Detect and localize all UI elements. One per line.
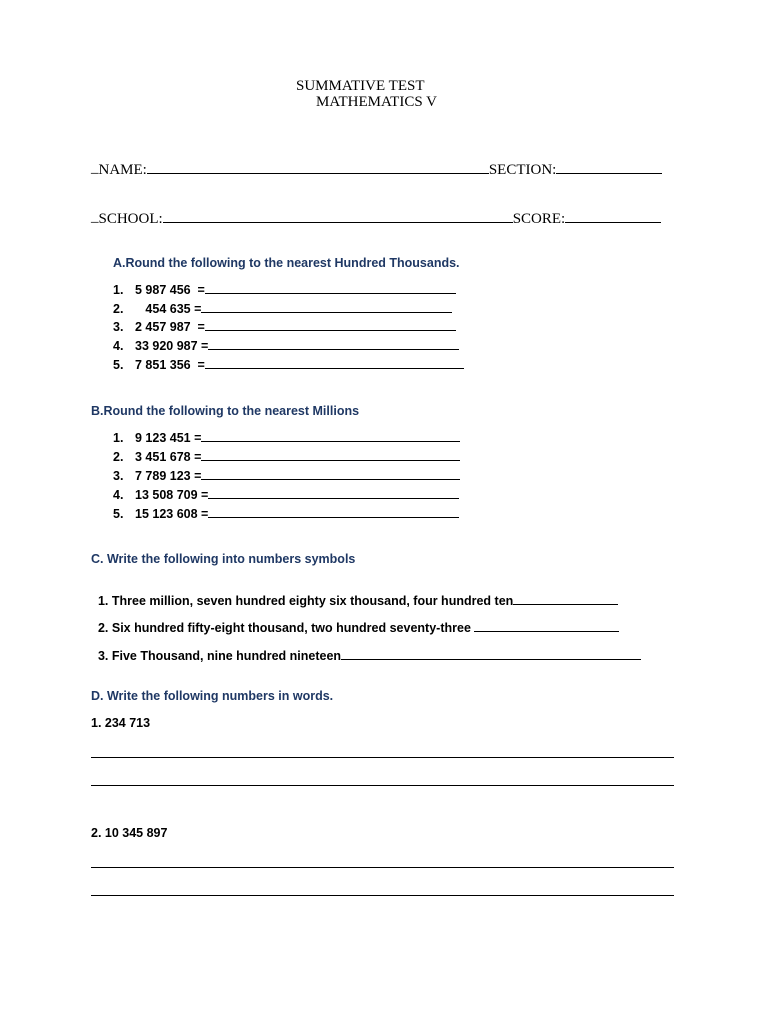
answer-blank[interactable] [208, 349, 459, 350]
item-text: 3. Five Thousand, nine hundred nineteen [97, 649, 342, 663]
item-number: 2. [113, 302, 124, 316]
item-text: 2. Six hundred fifty-eight thousand, two hundred seventy-three [97, 621, 471, 635]
answer-blank[interactable] [201, 312, 452, 313]
name-label: NAME: [98, 162, 147, 178]
score-blank[interactable] [565, 222, 661, 223]
answer-blank[interactable] [205, 330, 456, 331]
item-value: 15 123 608 = [135, 507, 459, 521]
item-value: 13 508 709 = [135, 488, 459, 502]
list-item [91, 580, 618, 608]
answer-blank[interactable] [474, 631, 619, 632]
list-item [91, 607, 619, 635]
item-number: 1. [113, 431, 124, 445]
answer-line[interactable] [91, 895, 674, 896]
list-item: 1. 234 713 [91, 716, 151, 730]
list-item [91, 635, 641, 663]
item-number: 3. [113, 469, 124, 483]
section-c-heading: C. Write the following into numbers symbols [91, 552, 356, 566]
answer-blank[interactable] [205, 368, 464, 369]
answer-line[interactable] [91, 757, 674, 758]
name-blank[interactable] [147, 173, 489, 174]
item-value: 9 123 451 = [135, 431, 460, 445]
answer-blank[interactable] [205, 293, 456, 294]
item-value: 7 851 356 = [135, 358, 464, 372]
item-number: 4. [113, 488, 124, 502]
answer-blank[interactable] [201, 441, 460, 442]
section-blank[interactable] [556, 173, 662, 174]
item-number: 2. [113, 450, 124, 464]
answer-line[interactable] [91, 867, 674, 868]
subject-title: MATHEMATICS V [316, 94, 437, 110]
item-number: 3. [113, 320, 124, 334]
score-label: SCORE: [512, 211, 566, 227]
item-value: 454 635 = [135, 302, 452, 316]
section-a-heading: A.Round the following to the nearest Hundred Thousands. [113, 256, 460, 270]
answer-blank[interactable] [513, 604, 618, 605]
item-value: 33 920 987 = [135, 339, 459, 353]
item-value: 7 789 123 = [135, 469, 460, 483]
item-number: 5. [113, 358, 124, 372]
name-wrap-mark: _ [91, 160, 99, 176]
section-b-heading: B.Round the following to the nearest Millions [91, 404, 360, 418]
answer-line[interactable] [91, 785, 674, 786]
item-number: 4. [113, 339, 124, 353]
item-value: 5 987 456 = [135, 283, 456, 297]
item-value: 2 457 987 = [135, 320, 456, 334]
school-blank[interactable] [163, 222, 513, 223]
school-wrap-mark: _ [91, 209, 99, 225]
test-title: SUMMATIVE TEST [296, 78, 425, 94]
school-label: SCHOOL: [98, 211, 163, 227]
section-label: SECTION: [488, 162, 557, 178]
answer-blank[interactable] [341, 659, 641, 660]
answer-blank[interactable] [208, 517, 459, 518]
answer-blank[interactable] [201, 460, 460, 461]
answer-blank[interactable] [201, 479, 460, 480]
list-item: 2. 10 345 897 [91, 826, 168, 840]
name-field[interactable] [91, 145, 662, 179]
section-d-heading: D. Write the following numbers in words. [91, 689, 334, 703]
answer-blank[interactable] [208, 498, 459, 499]
item-value: 3 451 678 = [135, 450, 460, 464]
item-number: 1. [113, 283, 124, 297]
item-text: 1. Three million, seven hundred eighty six thousand, four hundred ten [97, 594, 514, 608]
item-number: 5. [113, 507, 124, 521]
school-field[interactable] [91, 194, 661, 228]
